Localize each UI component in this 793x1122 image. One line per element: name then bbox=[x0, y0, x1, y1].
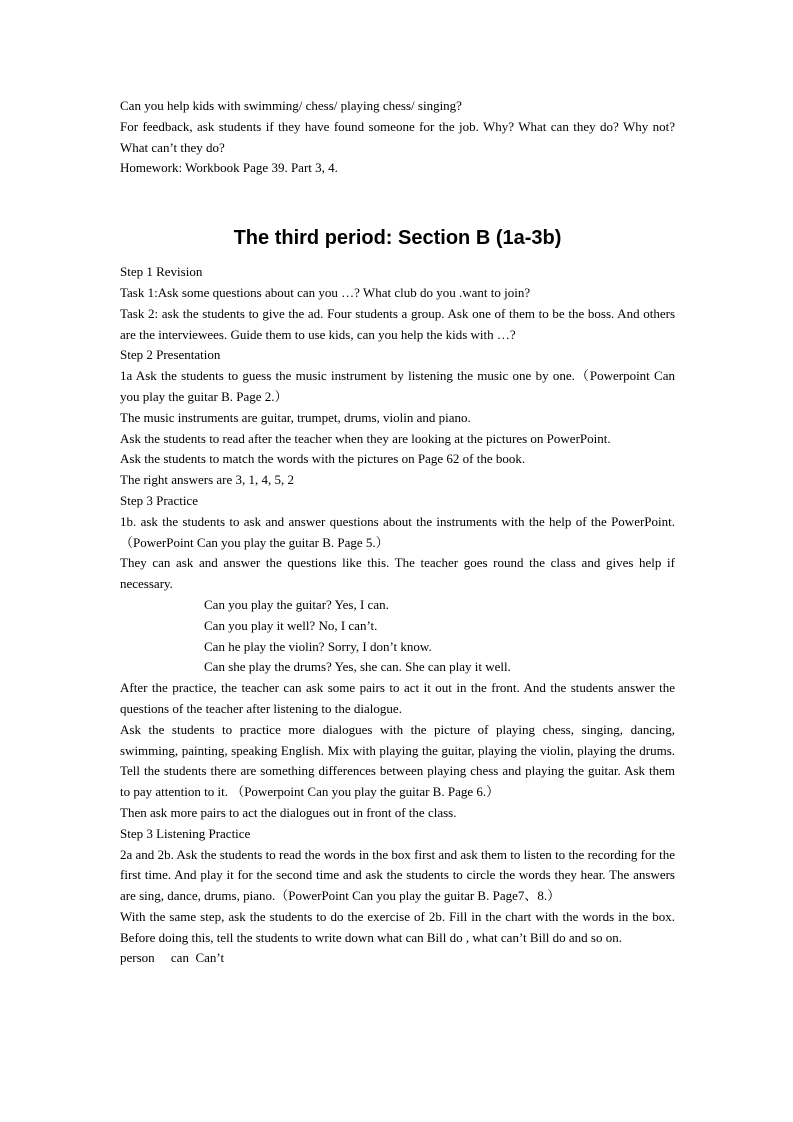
step-heading: Step 3 Practice bbox=[120, 492, 198, 508]
dialogue-line: Can you play the guitar? Yes, I can. bbox=[204, 596, 389, 612]
paragraph-instruments: The music instruments are guitar, trumpet, drums, violin and piano. bbox=[120, 409, 471, 425]
paragraph-match: Ask the students to match the words with the pictures on Page 62 of the book. bbox=[120, 451, 526, 467]
paragraph-1b: 1b. ask the students to ask and answer questions about the instruments with the help of the PowerPoint. （PowerPoint Can you play the guitar B. Page 5.） bbox=[120, 513, 675, 550]
step-heading: Step 3 Listening Practice bbox=[120, 825, 251, 841]
paragraph-2a-2b: 2a and 2b. Ask the students to read the words in the box first and ask them to listen to the recording for the first time. And play it for the second time and ask the students to circle the words they hear. The answers are sing, dance, drums, piano.（PowerPoint Can you play the guitar B. Page7、8.） bbox=[120, 846, 675, 904]
dialogue-line: Can he play the violin? Sorry, I don’t know. bbox=[204, 638, 432, 654]
paragraph-task2: Task 2: ask the students to give the ad. Four students a group. Ask one of them to be the boss. And others are the interviewees. Guide them to use kids, can you help the kids with …? bbox=[120, 305, 675, 342]
document-page bbox=[120, 96, 675, 969]
step-heading: Step 2 Presentation bbox=[120, 347, 221, 363]
section-title: The third period: Section B (1a-3b) bbox=[233, 227, 562, 250]
paragraph-feedback: For feedback, ask students if they have found someone for the job. Why? What can they do? Why not? What can’t they do? bbox=[120, 118, 675, 155]
paragraph-answers: The right answers are 3, 1, 4, 5, 2 bbox=[120, 472, 295, 488]
paragraph-help-kids: Can you help kids with swimming/ chess/ playing chess/ singing? bbox=[120, 98, 462, 113]
dialogue-line: Can you play it well? No, I can’t. bbox=[204, 617, 378, 633]
paragraph-more-pairs: Then ask more pairs to act the dialogues out in front of the class. bbox=[120, 804, 457, 820]
paragraph-read-after: Ask the students to read after the teacher when they are looking at the pictures on PowerPoint. bbox=[120, 430, 611, 446]
chart-header: person can Can’t bbox=[120, 950, 225, 966]
paragraph-they-can: They can ask and answer the questions like this. The teacher goes round the class and gives help if necessary. bbox=[120, 555, 675, 592]
paragraph-more-dialogues: Ask the students to practice more dialogues with the picture of playing chess, singing, dancing, swimming, painting, speaking English. Mix with playing the guitar, playing the violin, playing the drums. Tell the students there are something differences between playing chess and playing the guitar. Ask them to pay attention to it. （Powerpoint Can you play the guitar B. Page 6.） bbox=[120, 721, 675, 800]
dialogue-line: Can she play the drums? Yes, she can. She can play it well. bbox=[204, 659, 511, 675]
paragraph-1a: 1a Ask the students to guess the music instrument by listening the music one by one.（Powerpoint Can you play the guitar B. Page 2.） bbox=[120, 368, 675, 404]
spacer bbox=[120, 179, 675, 221]
paragraph-task1: Task 1:Ask some questions about can you …? What club do you .want to join? bbox=[120, 284, 531, 300]
spacer bbox=[120, 255, 675, 262]
paragraph-same-step: With the same step, ask the students to do the exercise of 2b. Fill in the chart with the words in the box. Before doing this, tell the students to write down what can Bill do , what can’t Bill do and so on. bbox=[120, 908, 675, 945]
paragraph-after-practice: After the practice, the teacher can ask some pairs to act it out in the front. And the students answer the questions of the teacher after listening to the dialogue. bbox=[120, 680, 675, 716]
step-heading: Step 1 Revision bbox=[120, 264, 203, 280]
paragraph-homework: Homework: Workbook Page 39. Part 3, 4. bbox=[120, 160, 338, 176]
